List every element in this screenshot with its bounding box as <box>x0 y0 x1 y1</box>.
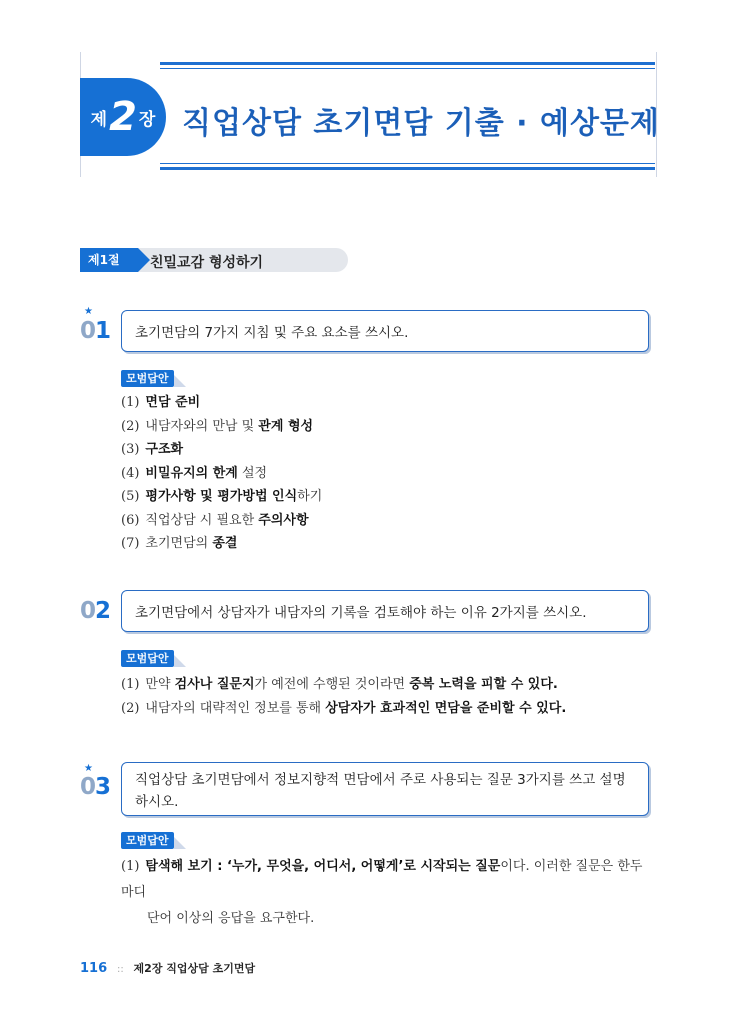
chapter-badge <box>80 78 166 156</box>
chapter-number: 2 <box>109 94 137 140</box>
list-item: (1) 탐색해 보기 : ‘누가, 무엇을, 어디서, 어떻게’로 시작되는 질문이다. 이러한 질문은 한두 마디 <box>121 859 643 900</box>
answer-list-1 <box>121 391 322 556</box>
list-item: (4) 비밀유지의 한계 설정 <box>121 465 268 481</box>
question-number-2: 02 <box>80 598 111 624</box>
answer-list-2 <box>121 673 566 720</box>
list-item: (1) 만약 검사나 질문지가 예전에 수행된 것이라면 중복 노력을 피할 수 있다. <box>121 677 558 692</box>
question-box-1: 초기면담의 7가지 지침 및 주요 요소를 쓰시오. <box>121 310 649 352</box>
star-icon: ★ <box>84 763 93 774</box>
answer-tag-3: 모범답안 <box>121 832 174 849</box>
list-item: (3) 구조화 <box>121 442 184 457</box>
answer-list-3 <box>121 854 651 932</box>
section-title: 친밀교감 형성하기 <box>150 255 264 271</box>
chapter-suffix: 장 <box>138 109 156 130</box>
answer-tag-1: 모범답안 <box>121 370 174 387</box>
footer-separator: :: <box>116 964 124 975</box>
question-number-3: 03 <box>80 774 111 800</box>
list-item-continuation: 단어 이상의 응답을 요구한다. <box>147 911 315 926</box>
answer-tag-2: 모범답안 <box>121 650 174 667</box>
list-item: (1) 면담 준비 <box>121 395 201 410</box>
section-tag: 제1절 <box>80 248 138 272</box>
chapter-prefix: 제 <box>90 109 108 130</box>
question-box-2: 초기면담에서 상담자가 내담자의 기록을 검토해야 하는 이유 2가지를 쓰시오. <box>121 590 649 632</box>
list-item: (2) 내담자의 대략적인 정보를 통해 상담자가 효과적인 면담을 준비할 수 있다. <box>121 700 567 716</box>
question-box-3: 직업상담 초기면담에서 정보지향적 면담에서 주로 사용되는 질문 3가지를 쓰고 설명하시오. <box>121 762 649 816</box>
list-item: (7) 초기면담의 종결 <box>121 536 238 551</box>
list-item: (6) 직업상담 시 필요한 주의사항 <box>121 512 309 528</box>
question-number-1: 01 <box>80 318 111 344</box>
footer-chapter: 제2장 직업상담 초기면담 <box>133 962 256 975</box>
page-footer <box>80 960 255 976</box>
list-item: (2) 내담자와의 만남 및 관계 형성 <box>121 418 314 434</box>
chapter-title: 직업상담 초기면담 기출 · 예상문제 <box>182 106 660 141</box>
list-item: (5) 평가사항 및 평가방법 인식하기 <box>121 489 323 504</box>
page-number: 116 <box>80 961 108 976</box>
star-icon: ★ <box>84 306 93 317</box>
